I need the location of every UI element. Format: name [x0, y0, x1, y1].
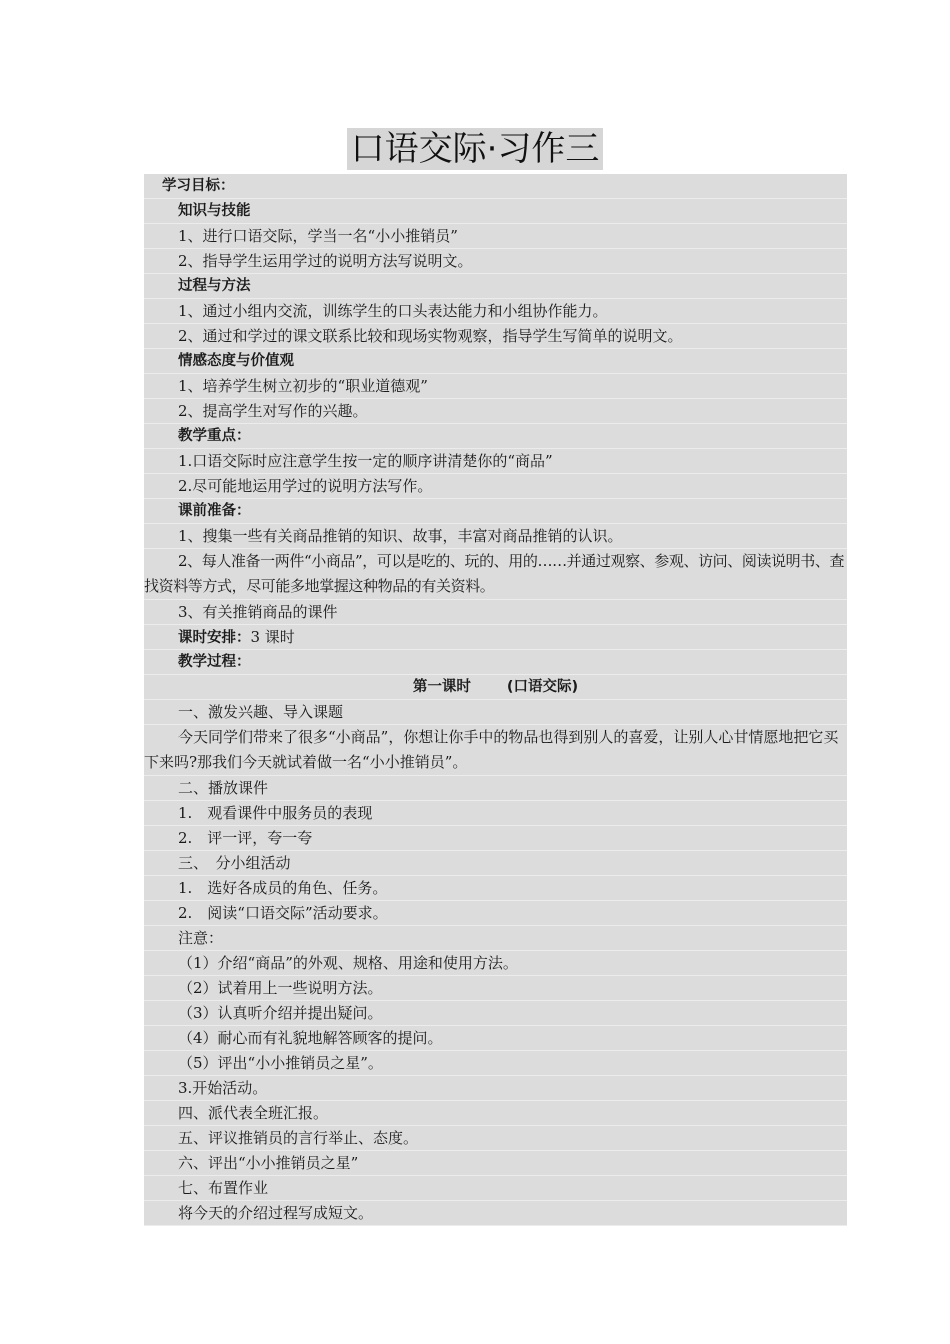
prep-item: 3、有关推销商品的课件 [144, 600, 847, 625]
step-line: 四、派代表全班汇报。 [144, 1101, 847, 1126]
step-line: 1. 选好各成员的角色、任务。 [144, 876, 847, 901]
step-line: 一、激发兴趣、导入课题 [144, 700, 847, 725]
step-line: 五、评议推销员的言行举止、态度。 [144, 1126, 847, 1151]
step-line: （2）试着用上一些说明方法。 [144, 976, 847, 1001]
focus-heading: 教学重点： [144, 424, 847, 449]
process-item: 2、通过和学过的课文联系比较和现场实物观察，指导学生写简单的说明文。 [144, 324, 847, 349]
step-line: 将今天的介绍过程写成短文。 [144, 1201, 847, 1226]
lesson-title: 第一课时 [412, 679, 471, 695]
title-wrapper [0, 128, 950, 170]
prep-item: 1、搜集一些有关商品推销的知识、故事，丰富对商品推销的认识。 [144, 524, 847, 549]
focus-item: 2.尽可能地运用学过的说明方法写作。 [144, 474, 847, 499]
schedule-line [144, 625, 847, 650]
process-item: 1、通过小组内交流，训练学生的口头表达能力和小组协作能力。 [144, 299, 847, 324]
step-line: （5）评出“小小推销员之星”。 [144, 1051, 847, 1076]
step-line: （1）介绍“商品”的外观、规格、用途和使用方法。 [144, 951, 847, 976]
lesson-heading [144, 675, 847, 700]
step-line: 三、 分小组活动 [144, 851, 847, 876]
knowledge-item: 1、进行口语交际，学当一名“小小推销员” [144, 224, 847, 249]
step-line: 1. 观看课件中服务员的表现 [144, 801, 847, 826]
focus-item: 1.口语交际时应注意学生按一定的顺序讲清楚你的“商品” [144, 449, 847, 474]
process-heading: 过程与方法 [144, 274, 847, 299]
document-title: 口语交际·习作三 [347, 128, 604, 170]
step-line: 3.开始活动。 [144, 1076, 847, 1101]
knowledge-heading: 知识与技能 [144, 199, 847, 224]
step-line: 六、评出“小小推销员之星” [144, 1151, 847, 1176]
step-line: 二、播放课件 [144, 776, 847, 801]
step-line: 2. 阅读“口语交际”活动要求。 [144, 901, 847, 926]
step-line: 注意： [144, 926, 847, 951]
step-line: 2. 评一评，夸一夸 [144, 826, 847, 851]
emotion-item: 1、培养学生树立初步的“职业道德观” [144, 374, 847, 399]
step-line: 七、布置作业 [144, 1176, 847, 1201]
prep-heading: 课前准备： [144, 499, 847, 524]
step-line: （3）认真听介绍并提出疑问。 [144, 1001, 847, 1026]
process-title: 教学过程： [144, 650, 847, 675]
step-line: （4）耐心而有礼貌地解答顾客的提问。 [144, 1026, 847, 1051]
schedule-value: 3 课时 [250, 628, 295, 646]
prep-item-paragraph: 2、每人准备一两件“小商品”，可以是吃的、玩的、用的……并通过观察、参观、访问、阅读说明书、查找资料等方式，尽可能多地掌握这种物品的有关资料。 [144, 549, 847, 600]
document-body [144, 174, 847, 1226]
objectives-heading: 学习目标： [144, 174, 847, 199]
emotion-heading: 情感态度与价值观 [144, 349, 847, 374]
knowledge-item: 2、指导学生运用学过的说明方法写说明文。 [144, 249, 847, 274]
schedule-label: 课时安排： [178, 630, 251, 646]
step-paragraph: 今天同学们带来了很多“小商品”，你想让你手中的物品也得到别人的喜爱，让别人心甘情愿地把它买下来吗?那我们今天就试着做一名“小小推销员”。 [144, 725, 847, 776]
emotion-item: 2、提高学生对写作的兴趣。 [144, 399, 847, 424]
lesson-subtitle: (口语交际) [506, 679, 579, 695]
